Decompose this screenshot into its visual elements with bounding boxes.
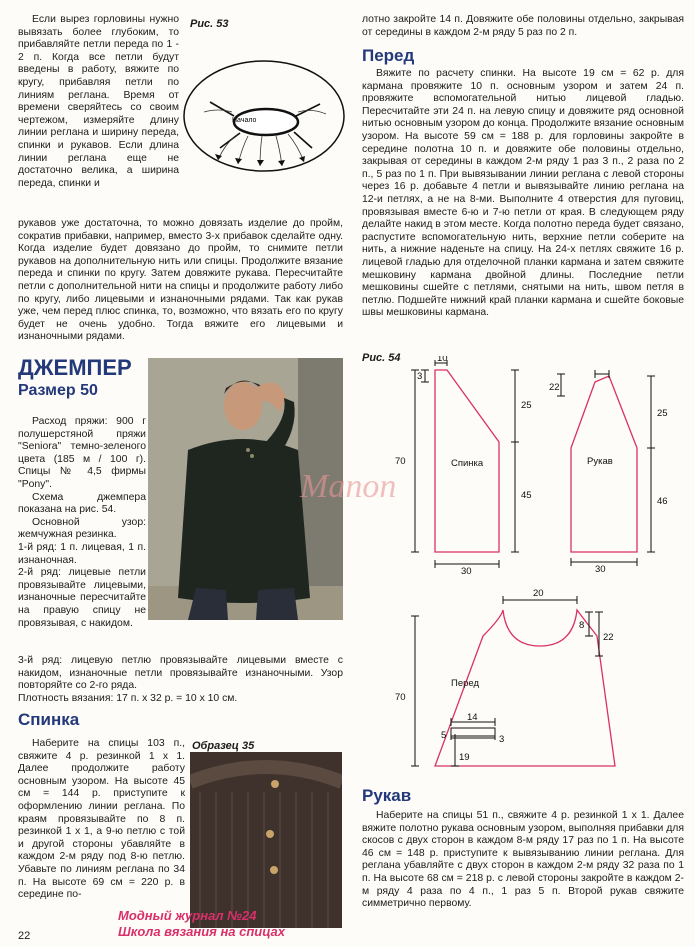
sleeve-text: Наберите на спицы 51 п., свяжите 4 р. резинкой 1 х 1. Далее вяжите полотно рукава основным узором, выполняя прибавки для скосов с двух сторон в каждом 8-м ряду 17 раз по 1 п. На высоте 46 см = 148 р. приступите к вывязыванию линии реглана. Для реглана убавляйте с двух сторон в каждом 2-м ряду 32 раза по 1 п. На высоте 68 см = 218 р. с левой стороны закройте в каждом 2-м ряду 4 раза по 4 п., 1 раз 5 п. Второй рукав свяжите симметрично первому.	[362, 810, 684, 910]
watermark: Manon	[300, 468, 397, 505]
dim-back-10: 10	[437, 356, 448, 364]
dim-front-8: 8	[579, 620, 585, 631]
fig53-caption: Рис. 53	[190, 18, 229, 30]
dim-back-3: 3	[417, 371, 423, 382]
size-heading: Размер 50	[18, 382, 98, 399]
sample-photo-art	[190, 752, 342, 928]
dim-front-19: 19	[459, 752, 470, 763]
front-piece-label: Перед	[451, 678, 480, 689]
sleeve-heading: Рукав	[362, 786, 412, 805]
fig53-diagram	[178, 30, 350, 190]
dim-sleeve-46: 46	[657, 496, 668, 507]
dim-sleeve-25: 25	[657, 408, 668, 419]
dim-sleeve-22: 22	[549, 382, 560, 393]
sleeve-piece-label: Рукав	[587, 456, 613, 467]
dim-front-20: 20	[533, 588, 544, 599]
dim-front-70: 70	[395, 692, 406, 703]
footer-line1: Модный журнал №24	[118, 908, 257, 923]
front-heading: Перед	[362, 46, 415, 65]
materials-block: Расход пряжи: 900 г полушерстяной пряжи "Seniora" темно-зеленого цвета (185 м / 100 г). Спицы № 4,5 фирмы "Pony". Схема джемпера показана на рис. 54. Основной узор: жемчужная резинка. 1-й ряд: 1 п. лицевая, 1 п. изнаночная. 2-й ряд: лицевые петли провязывайте лицевыми, изнаночные пересчитайте на правую спицу не провязывая, с накидом.	[18, 416, 146, 629]
pattern-row3: 3-й ряд: лицевую петлю провязывайте лицевыми вместе с накидом, изнаночные петли провязывайте изнаночными. Узор повторяйте со 2-го ряда. Плотность вязания: 17 п. х 32 р. = 10 х 10 см.	[18, 655, 343, 704]
back-piece-label: Спинка	[451, 458, 484, 469]
fig54-pattern-diagram	[355, 356, 685, 786]
footer-magazine	[118, 908, 285, 940]
dim-front-5: 5	[441, 730, 447, 741]
page-number: 22	[18, 930, 31, 942]
dim-back-30: 30	[461, 566, 472, 577]
dim-sleeve-30: 30	[595, 564, 606, 575]
fig53-start-label: Начало	[232, 117, 257, 124]
front-text: Вяжите по расчету спинки. На высоте 19 см = 62 р. для кармана провяжите 10 п. основным узором и затем 24 п. провяжите вспомогательной нитью лицевой гладью. Пересчитайте эти 24 п. на левую спицу и довяжите ряд основной нитью основным узором до конца. Продолжите вязание основным узором. На высоте 59 см = 188 р. для горловины закройте в середине полотна 10 п. и довяжите обе половины отдельно, закрывая от середины в каждом 2-м ряду 1 раз 3 п., 2 раза по 2 п., 5 раз по 1 п. При вывязывании линии реглана с левой стороны через 16 р. добавьте 4 петли и вывязывайте линию реглана на 12-и петлях, а не на 8-ми. Выполните 4 отверстия для пуговиц, провязывая вместе 6-ю и 7-ю петли от края. В следующем ряду делайте накид в этом месте. Когда полотно переда будет связано, распустите вспомогательную нить, верхние петли соберите на нить, а нижние наденьте на спицу. На 24-х петлях свяжите 16 р. лицевой гладью для отделочной планки кармана и затем свяжите мешковину кармана двойной длины. Последние петли мешковины сшейте с петлями, снятыми на нить, швом петля в петлю. Подшейте нижний край планки кармана и сшейте боковые швы мешковины кармана.	[362, 68, 684, 319]
dim-back-70: 70	[395, 456, 406, 467]
dim-back-25: 25	[521, 400, 532, 411]
jumper-title: ДЖЕМПЕР	[18, 355, 132, 380]
back-heading: Спинка	[18, 710, 80, 729]
footer-line2: Школа вязания на спицах	[118, 924, 285, 939]
back-text: Наберите на спицы 103 п., свяжите 4 р. резинкой 1 х 1. Далее продолжите работу основным узором. На высоте 45 см = 144 р. приступите к оформлению линии реглана. По краям провязывайте по 8 п. резинкой 1 х 1, а 9-ю петлю с той и другой стороны убавляйте в каждом 2-м ряду под 8-ю петлю. Убавьте по линиям реглана по 34 п. На высоте 69 см = 220 р. в середине по-	[18, 738, 185, 901]
dim-back-45: 45	[521, 490, 532, 501]
dim-front-22: 22	[603, 632, 614, 643]
back-continuation: лотно закройте 14 п. Довяжите обе половины отдельно, закрывая от середины в каждом 2-м ряду 5 раз по 2 п.	[362, 14, 684, 38]
dim-front-14: 14	[467, 712, 478, 723]
fig54-caption: Рис. 54	[362, 352, 401, 364]
intro-continuation: рукавов уже достаточна, то можно довязать изделие до пройм, сократив прибавки, например, вместо 3-х прибавок сделайте одну. Когда изделие будет довязано до пройм, то снимите петли рукавов на дополнительную нить или спицы. Продолжите вязание переда и спинки по кругу. Затем довяжите рукава. Пересчитайте петли с дополнительной нити на спицы и продолжите работу либо по кругу, либо лицевыми и изнаночными рядами. Так как рукав уже, чем перед плюс спинка, то, возможно, что вязать его по кругу будет не очень удобно. Тогда вяжите его лицевыми и изнаночными рядами.	[18, 218, 343, 343]
intro-paragraph: Если вырез горловины нужно вывязать более глубоким, то прибавляйте петли переда по 1 - 2 п. Когда все петли будут введены в работу, вяжите по кругу, прибавляя петли по линиям реглана. Время от времени сверяйтесь со своим чертежом, измеряйте длину линии реглана и ширину переда, спинки и рукавов. Если длина линии реглана еще не достаточно велика, а ширина переда, спинки и	[18, 14, 179, 189]
dim-front-3: 3	[499, 734, 505, 745]
sample-photo	[190, 752, 342, 928]
sample-caption: Образец 35	[192, 740, 255, 752]
